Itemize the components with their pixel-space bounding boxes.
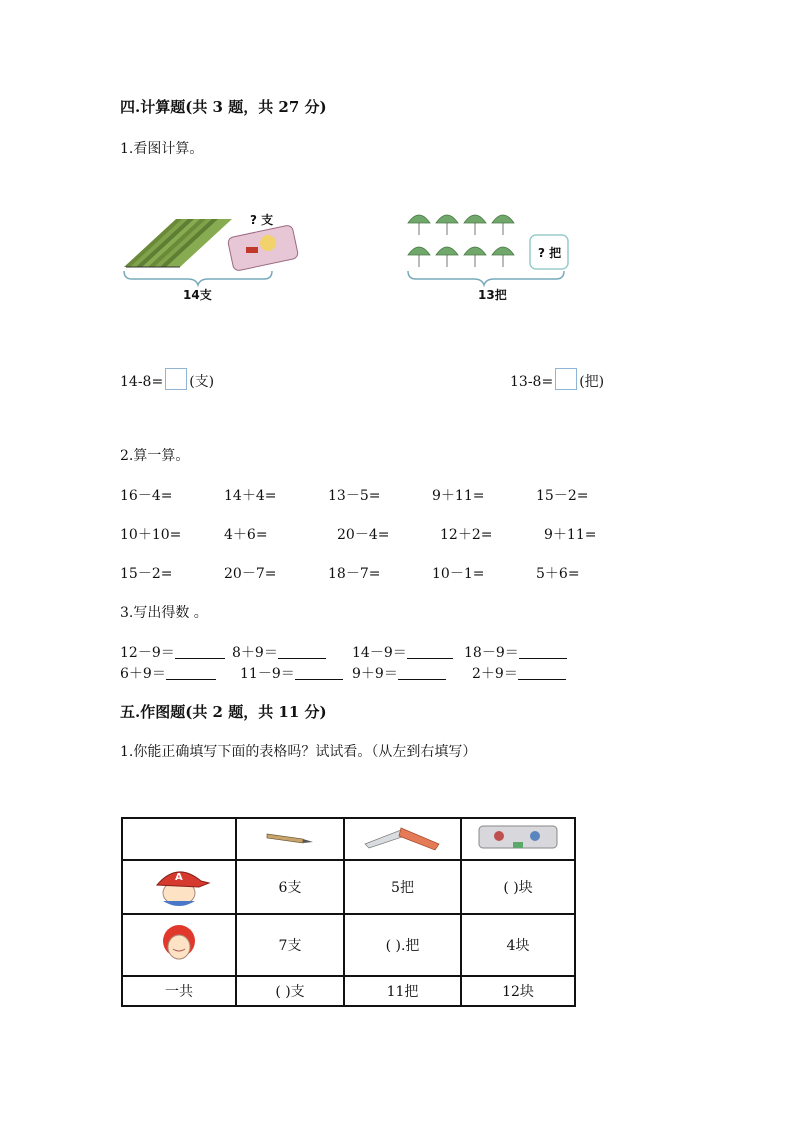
q3-item <box>240 663 343 683</box>
table-cell-blank[interactable]: ( ).把 <box>344 914 461 976</box>
q2-item: 14＋4= <box>224 488 277 504</box>
q2-item: 5＋6= <box>536 566 580 582</box>
q3-prompt: 3.写出得数 。 <box>120 605 208 621</box>
q2-item: 20－4= <box>337 527 390 543</box>
boy-cap-icon <box>147 863 211 907</box>
answer-blank[interactable] <box>407 644 453 659</box>
q2-item: 15－2= <box>536 488 589 504</box>
fig2-total-label: 13把 <box>478 288 507 302</box>
q3-expr: 8＋9＝ <box>232 645 278 661</box>
answer-blank[interactable] <box>518 665 566 680</box>
q3-expr: 11－9＝ <box>240 666 295 682</box>
table-cell-blank[interactable]: ( )块 <box>461 860 575 914</box>
table-cell: 5把 <box>344 860 461 914</box>
answer-blank[interactable] <box>166 665 216 680</box>
umbrella-icon <box>408 215 430 235</box>
q2-item: 9＋11= <box>432 488 485 504</box>
q3-expr: 6＋9＝ <box>120 666 166 682</box>
q2-item: 20－7= <box>224 566 277 582</box>
equation-2-unit: (把) <box>579 374 605 390</box>
q3-item <box>120 642 225 662</box>
total-label-cell: 一共 <box>122 976 236 1006</box>
q3-expr: 2＋9＝ <box>472 666 518 682</box>
knife-header-cell <box>344 818 461 860</box>
q3-item <box>464 642 567 662</box>
umbrella-icon <box>436 247 458 267</box>
pencils-figure <box>118 205 308 305</box>
q2-item: 4＋6= <box>224 527 268 543</box>
table-cell: 4块 <box>461 914 575 976</box>
umbrella-icon <box>464 247 486 267</box>
pencil-bundle-icon <box>124 219 232 267</box>
equation-2-expr: 13-8= <box>510 374 554 390</box>
q3-item <box>120 663 216 683</box>
q3-item <box>352 663 446 683</box>
table-cell: 11把 <box>344 976 461 1006</box>
section-title-4: 四.计算题(共 3 题，共 27 分) <box>120 98 327 116</box>
pencil-icon <box>265 830 315 844</box>
q1-prompt: 1.看图计算。 <box>120 141 204 157</box>
svg-text:A: A <box>175 872 183 883</box>
q2-item: 13－5= <box>328 488 381 504</box>
q2-item: 16－4= <box>120 488 173 504</box>
pencil-case-icon <box>227 225 299 272</box>
q3-expr: 14－9＝ <box>352 645 407 661</box>
answer-blank[interactable] <box>398 665 446 680</box>
pencil-header-cell <box>236 818 344 860</box>
umbrella-icon <box>492 215 514 235</box>
table-cell: 12块 <box>461 976 575 1006</box>
fig1-question-label: ? 支 <box>250 213 274 227</box>
table-cell: 6支 <box>236 860 344 914</box>
equation-1-expr: 14-8= <box>120 374 164 390</box>
answer-blank[interactable] <box>295 665 343 680</box>
q2-prompt: 2.算一算。 <box>120 448 190 464</box>
umbrella-icon <box>408 247 430 267</box>
q2-item: 15－2= <box>120 566 173 582</box>
row1-icon-cell <box>122 860 236 914</box>
umbrella-icon <box>436 215 458 235</box>
pencil-case-icon <box>475 822 561 852</box>
q3-expr: 18－9＝ <box>464 645 519 661</box>
fig2-question-label: ? 把 <box>538 246 562 260</box>
table-row <box>122 860 575 914</box>
q2-item: 9＋11= <box>544 527 597 543</box>
q3-item <box>472 663 566 683</box>
table-cell-blank[interactable]: ( )支 <box>236 976 344 1006</box>
q2-item: 10－1= <box>432 566 485 582</box>
equation-1 <box>120 368 214 391</box>
q3-expr: 9＋9＝ <box>352 666 398 682</box>
fig1-total-label: 14支 <box>183 288 212 302</box>
answer-blank[interactable] <box>175 644 225 659</box>
knife-icon <box>361 822 445 852</box>
q3-item <box>352 642 453 662</box>
case-header-cell <box>461 818 575 860</box>
girl-icon <box>154 919 204 967</box>
row2-icon-cell <box>122 914 236 976</box>
s5-q1-prompt: 1.你能正确填写下面的表格吗？试试看。（从左到右填写） <box>120 744 477 760</box>
umbrella-icon <box>464 215 486 235</box>
table-row <box>122 914 575 976</box>
q2-item: 10＋10= <box>120 527 182 543</box>
umbrella-icon <box>492 247 514 267</box>
section-title-5: 五.作图题(共 2 题，共 11 分) <box>120 703 327 721</box>
equation-1-unit: (支) <box>189 374 215 390</box>
fill-table <box>121 817 576 1007</box>
answer-box-1[interactable] <box>165 368 187 390</box>
table-header-row <box>122 818 575 860</box>
answer-box-2[interactable] <box>555 368 577 390</box>
answer-blank[interactable] <box>278 644 326 659</box>
q2-item: 18－7= <box>328 566 381 582</box>
q3-expr: 12－9＝ <box>120 645 175 661</box>
table-corner-cell <box>122 818 236 860</box>
equation-2 <box>510 368 604 391</box>
q3-item <box>232 642 326 662</box>
answer-blank[interactable] <box>519 644 567 659</box>
table-row <box>122 976 575 1006</box>
table-cell: 7支 <box>236 914 344 976</box>
q2-item: 12＋2= <box>440 527 493 543</box>
